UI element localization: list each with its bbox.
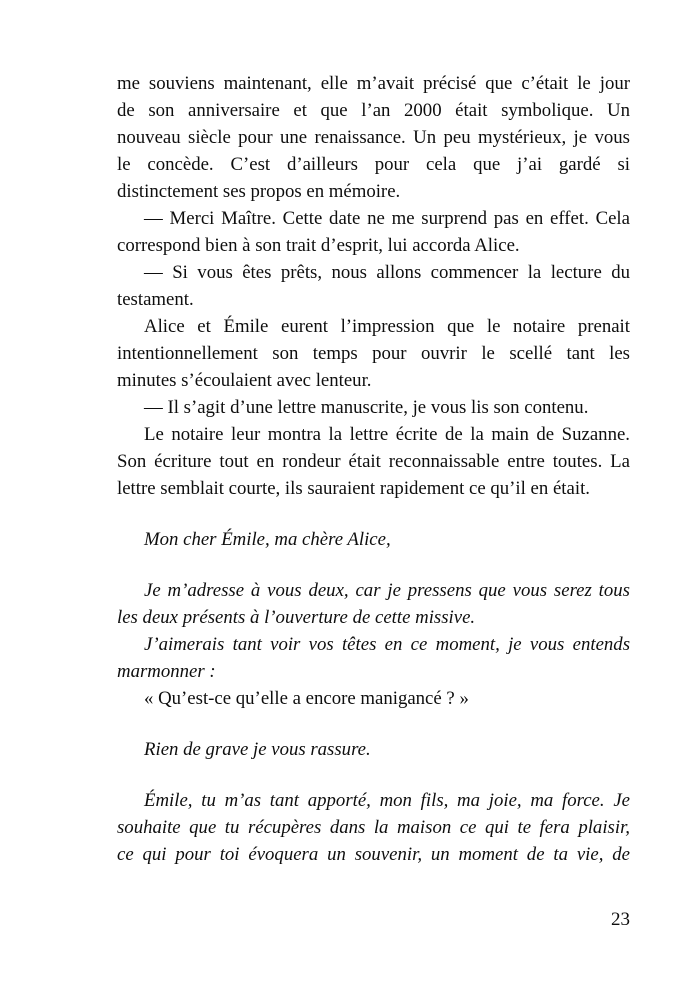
text-line: testament. <box>117 289 194 310</box>
text-line: me souviens maintenant, elle m’avait précisé que c’était le jour <box>117 73 630 94</box>
paragraph <box>117 631 630 685</box>
paragraph <box>117 259 630 313</box>
text-line: de son anniversaire et que l’an 2000 était symbolique. Un <box>117 100 630 121</box>
text-line: Rien de grave je vous rassure. <box>144 739 371 760</box>
text-line: correspond bien à son trait d’esprit, lui accorda Alice. <box>117 235 520 256</box>
text-line: intentionnellement son temps pour ouvrir le scellé tant les <box>117 343 630 364</box>
paragraph <box>117 526 630 553</box>
paragraph <box>117 313 630 394</box>
text-line: lettre semblait courte, ils sauraient rapidement ce qu’il en était. <box>117 478 590 499</box>
text-line: — Il s’agit d’une lettre manuscrite, je vous lis son contenu. <box>144 397 589 418</box>
paragraph <box>117 394 630 421</box>
page-text <box>117 70 630 868</box>
text-line: Son écriture tout en rondeur était reconnaissable entre toutes. La <box>117 451 630 472</box>
page-number: 23 <box>611 909 630 930</box>
text-line: — Merci Maître. Cette date ne me surprend pas en effet. Cela <box>144 208 630 229</box>
paragraph <box>117 787 630 868</box>
paragraph <box>117 736 630 763</box>
text-line: Alice et Émile eurent l’impression que le notaire prenait <box>144 316 630 337</box>
text-line: nouveau siècle pour une renaissance. Un peu mystérieux, je vous <box>117 127 630 148</box>
paragraph <box>117 421 630 502</box>
paragraph <box>117 205 630 259</box>
text-line: marmonner : <box>117 661 216 682</box>
text-line: distinctement ses propos en mémoire. <box>117 181 401 202</box>
paragraph <box>117 577 630 631</box>
text-line: — Si vous êtes prêts, nous allons commencer la lecture du <box>144 262 630 283</box>
text-line: Émile, tu m’as tant apporté, mon fils, ma joie, ma force. Je <box>144 790 630 811</box>
text-line: Je m’adresse à vous deux, car je pressens que vous serez tous <box>144 580 630 601</box>
text-line: Le notaire leur montra la lettre écrite de la main de Suzanne. <box>144 424 630 445</box>
text-line: les deux présents à l’ouverture de cette missive. <box>117 607 476 628</box>
paragraph <box>117 70 630 205</box>
text-line: ce qui pour toi évoquera un souvenir, un moment de ta vie, de <box>117 844 630 865</box>
text-line: souhaite que tu récupères dans la maison ce qui te fera plaisir, <box>117 817 630 838</box>
text-line: « Qu’est-ce qu’elle a encore manigancé ? » <box>144 688 469 709</box>
text-line: le concède. C’est d’ailleurs pour cela que j’ai gardé si <box>117 154 630 175</box>
text-line: J’aimerais tant voir vos têtes en ce moment, je vous entends <box>144 634 630 655</box>
text-line: Mon cher Émile, ma chère Alice, <box>144 529 391 550</box>
paragraph <box>117 685 630 712</box>
text-line: minutes s’écoulaient avec lenteur. <box>117 370 372 391</box>
